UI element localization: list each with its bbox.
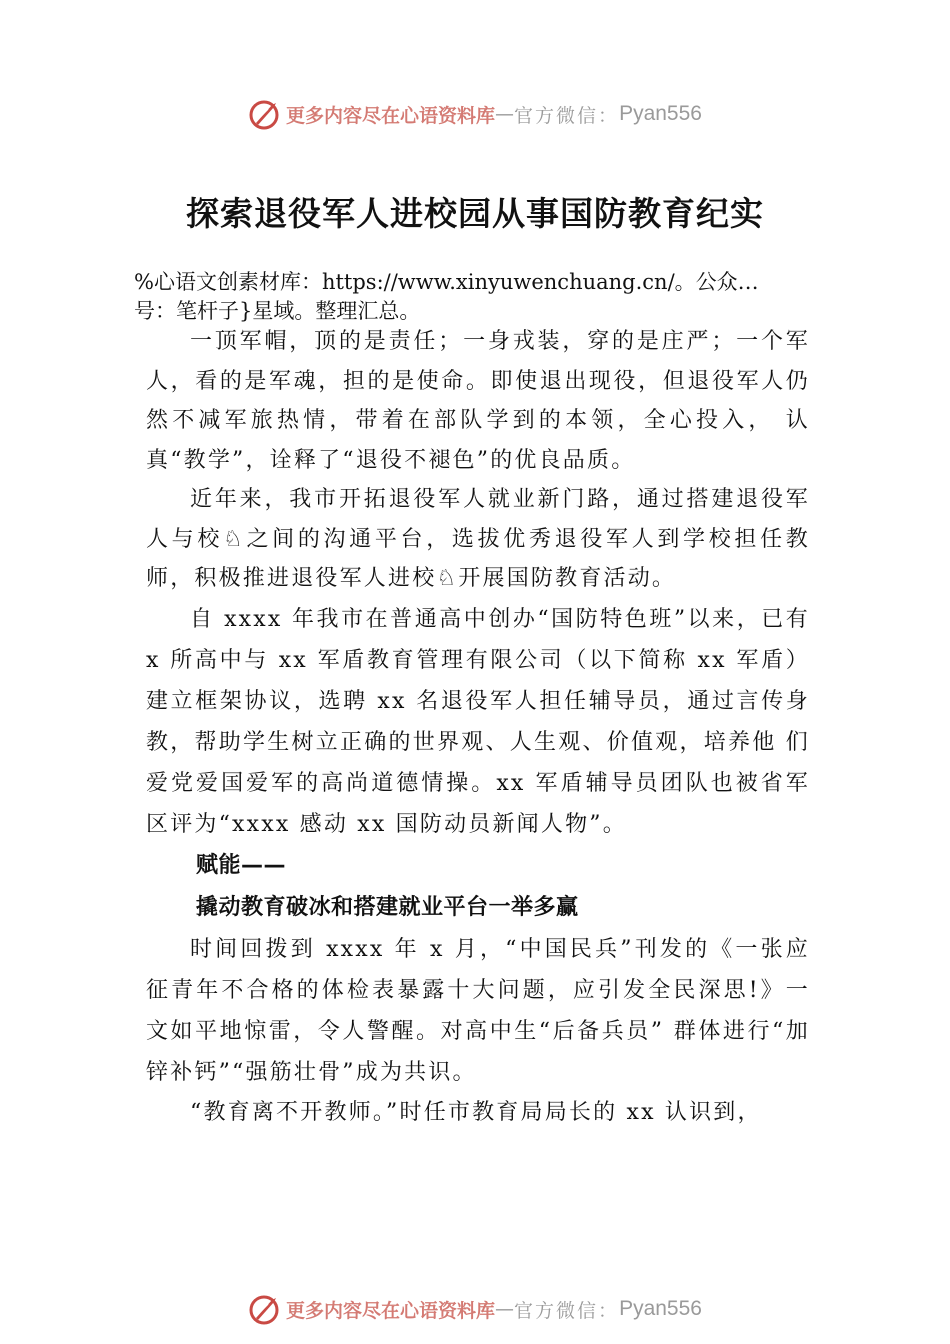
section-heading: 赋能—— [196, 852, 287, 878]
source-line-1: %心语文创素材库：https://www.xinyuwenchuang.cn/。公众… [134, 270, 759, 294]
footer-banner [0, 1289, 950, 1329]
banner-separator: — [495, 1298, 515, 1320]
official-label: 官方微信： [514, 1299, 620, 1322]
wechat-id: Pyan556 [619, 102, 702, 125]
banner-separator: — [495, 103, 515, 125]
quill-logo-icon [248, 97, 282, 131]
section-subheading: 撬动教育破冰和搭建就业平台一举多赢 [196, 894, 579, 920]
official-label: 官方微信： [514, 104, 620, 127]
document-title: 探索退役军人进校园从事国防教育纪实 [186, 194, 764, 233]
paragraph: 一顶军帽，顶的是责任；一身戎装，穿的是庄严；一个军人，看的是军魂，担的是使命。即使退出现役，但退役军人仍然不减军旅热情，带着在部队学到的本领，全心投入， 认真“教学”，诠释了“退役不褪色”的优良品质。 [146, 329, 810, 473]
paragraph: 自 xxxx 年我市在普通高中创办“国防特色班”以来，已有 x 所高中与 xx 军盾教育管理有限公司（以下简称 xx 军盾） 建立框架协议，选聘 xx 名退役军人担任辅导员，通过言传身教，帮助学生树立正确的世界观、人生观、价值观，培养他 们爱党爱国爱军的高尚道德情操。xx 军盾辅导员团队也被省军区评为“xxxx 感动 xx 国防动员新闻人物”。 [146, 606, 810, 837]
source-line-2: 号：笔杆子}星域。整理汇总。 [134, 299, 421, 323]
quill-logo-icon [248, 1292, 282, 1326]
wechat-id: Pyan556 [619, 1297, 702, 1320]
paragraph: 时间回拨到 xxxx 年 x 月，“中国民兵”刊发的《一张应征青年不合格的体检表暴露十大问题，应引发全民深思!》一文如平地惊雷，令人警醒。对高中生“后备兵员” 群体进行“加锌补钙”“强筋壮骨”成为共识。 [146, 936, 810, 1085]
document-body [146, 322, 810, 1132]
paragraph: “教育离不开教师。”时任市教育局局长的 xx 认识到， [190, 1099, 762, 1125]
brand-text: 更多内容尽在心语资料库 [286, 1299, 496, 1322]
brand-text: 更多内容尽在心语资料库 [286, 104, 496, 127]
paragraph: 近年来，我市开拓退役军人就业新门路，通过搭建退役军人与校♘之间的沟通平台，选拔优秀退役军人到学校担任教师，积极推进退役军人进校♘开展国防教育活动。 [146, 487, 810, 591]
header-banner [0, 94, 950, 134]
source-note [134, 268, 840, 326]
